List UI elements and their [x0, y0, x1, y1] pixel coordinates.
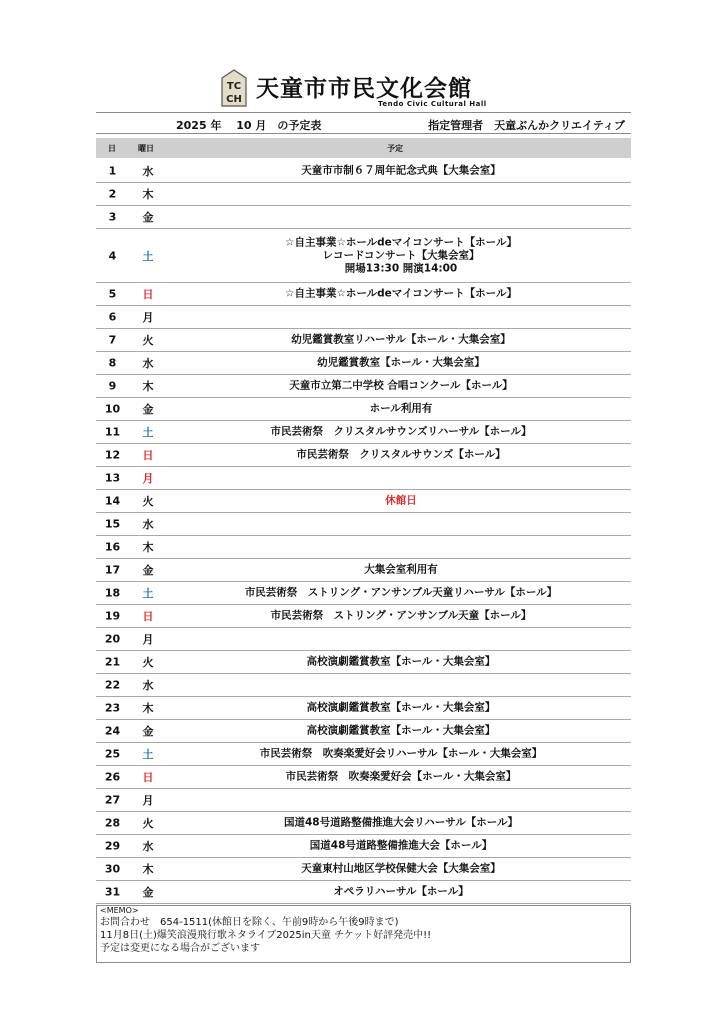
day-number: 30	[104, 862, 121, 876]
event-cell	[171, 863, 631, 876]
weekday-label: 金	[142, 211, 154, 224]
schedule-row	[96, 582, 631, 605]
event-text: 幼児鑑賞教室【ホール・大集会室】	[317, 356, 485, 369]
event-text: ホール利用有	[369, 402, 433, 415]
day-number: 3	[108, 210, 117, 224]
day-number: 26	[104, 770, 121, 784]
weekday-label: 水	[142, 679, 154, 692]
memo-label: <MEMO>	[100, 906, 139, 915]
weekday-label: 火	[142, 495, 154, 508]
header	[96, 60, 631, 112]
weekday-label: 土	[142, 426, 154, 439]
event-text: 休館日	[385, 494, 417, 507]
event-text: 市民芸術祭 ストリング・アンサンブル天童リハーサル【ホール】	[244, 586, 558, 599]
event-cell	[171, 334, 631, 347]
day-number: 1	[108, 164, 117, 178]
schedule-row	[96, 421, 631, 444]
column-header-weekday: 曜日	[138, 144, 154, 153]
event-cell	[171, 610, 631, 623]
schedule-row	[96, 206, 631, 229]
day-number: 14	[104, 494, 121, 508]
event-cell	[171, 817, 631, 830]
event-cell	[171, 564, 631, 577]
event-cell	[171, 587, 631, 600]
weekday-label: 木	[142, 188, 154, 201]
event-cell	[171, 403, 631, 416]
weekday-label: 木	[142, 541, 154, 554]
memo-line: お問合わせ 654-1511(休館日を除く、午前9時から午後9時まで)	[100, 917, 399, 928]
weekday-label: 月	[142, 794, 154, 807]
event-cell	[171, 725, 631, 738]
weekday-label: 日	[142, 610, 154, 623]
event-cell	[171, 748, 631, 761]
schedule-row	[96, 444, 631, 467]
weekday-label: 水	[142, 357, 154, 370]
schedule-row	[96, 398, 631, 421]
schedule-table	[96, 160, 631, 904]
info-bar	[96, 113, 631, 133]
day-number: 16	[104, 540, 121, 554]
day-number: 10	[104, 402, 121, 416]
schedule-row	[96, 720, 631, 743]
event-cell	[171, 771, 631, 784]
weekday-label: 火	[142, 334, 154, 347]
day-number: 2	[108, 187, 117, 201]
day-number: 8	[108, 356, 117, 370]
column-header-day: 日	[108, 144, 116, 153]
schedule-row	[96, 697, 631, 720]
day-number: 18	[104, 586, 121, 600]
weekday-label: 土	[142, 587, 154, 600]
weekday-label: 月	[142, 311, 154, 324]
schedule-row	[96, 352, 631, 375]
manager-label: 指定管理者 天童ぶんかクリエイティブ	[428, 119, 625, 132]
info-divider	[96, 133, 631, 134]
day-number: 9	[108, 379, 117, 393]
day-number: 12	[104, 448, 121, 462]
day-number: 23	[104, 701, 121, 715]
schedule-row	[96, 605, 631, 628]
column-header	[96, 138, 631, 158]
event-text: レコードコンサート【大集会室】	[322, 249, 480, 261]
day-number: 21	[104, 655, 121, 669]
weekday-label: 金	[142, 564, 154, 577]
schedule-row	[96, 329, 631, 352]
event-text: 高校演劇鑑賞教室【ホール・大集会室】	[306, 724, 496, 737]
weekday-label: 月	[142, 633, 154, 646]
tcch-logo-icon	[218, 68, 250, 108]
weekday-label: 木	[142, 702, 154, 715]
schedule-row	[96, 559, 631, 582]
weekday-label: 月	[142, 472, 154, 485]
event-cell	[171, 236, 631, 275]
day-number: 28	[104, 816, 121, 830]
logo-text-top: TC	[226, 81, 242, 92]
schedule-row	[96, 160, 631, 183]
event-text: ☆自主事業☆ホールdeマイコンサート【ホール】	[285, 287, 517, 300]
day-number: 20	[104, 632, 121, 646]
weekday-label: 金	[142, 403, 154, 416]
event-text: 大集会室利用有	[364, 563, 438, 576]
day-number: 19	[104, 609, 121, 623]
schedule-row	[96, 789, 631, 812]
event-text: 開場13:30 開演14:00	[344, 262, 458, 274]
weekday-label: 火	[142, 656, 154, 669]
weekday-label: 水	[142, 165, 154, 178]
schedule-row	[96, 467, 631, 490]
event-cell	[171, 449, 631, 462]
event-text: ☆自主事業☆ホールdeマイコンサート【ホール】	[285, 236, 517, 248]
event-cell	[171, 656, 631, 669]
memo-line: 11月8日(土)爆笑浪漫飛行歌ネタライブ2025in天童 チケット好評発売中!!	[100, 930, 432, 941]
event-text: オペラリハーサル【ホール】	[333, 885, 469, 898]
schedule-row	[96, 881, 631, 904]
event-text: 幼児鑑賞教室リハーサル【ホール・大集会室】	[291, 333, 511, 346]
page-subtitle: Tendo Civic Cultural Hall	[378, 100, 487, 108]
event-text: 高校演劇鑑賞教室【ホール・大集会室】	[306, 655, 496, 668]
event-cell	[171, 288, 631, 301]
memo-line: 予定は変更になる場合がございます	[100, 943, 260, 954]
weekday-label: 水	[142, 840, 154, 853]
schedule-row	[96, 283, 631, 306]
day-number: 11	[104, 425, 121, 439]
day-number: 31	[104, 885, 121, 899]
schedule-row	[96, 513, 631, 536]
schedule-row	[96, 536, 631, 559]
event-cell	[171, 380, 631, 393]
day-number: 27	[104, 793, 121, 807]
event-text: 市民芸術祭 クリスタルサウンズリハーサル【ホール】	[270, 425, 532, 438]
day-number: 22	[104, 678, 121, 692]
schedule-row	[96, 835, 631, 858]
event-text: 高校演劇鑑賞教室【ホール・大集会室】	[306, 701, 496, 714]
weekday-label: 金	[142, 725, 154, 738]
schedule-row	[96, 628, 631, 651]
weekday-label: 日	[142, 449, 154, 462]
weekday-label: 水	[142, 518, 154, 531]
day-number: 13	[104, 471, 121, 485]
event-cell	[171, 357, 631, 370]
schedule-row	[96, 306, 631, 329]
schedule-row	[96, 812, 631, 835]
day-number: 25	[104, 747, 121, 761]
page-title: 天童市市民文化会館	[256, 76, 472, 102]
logo-text-bottom: CH	[226, 94, 242, 105]
weekday-label: 木	[142, 863, 154, 876]
weekday-label: 土	[142, 748, 154, 761]
event-text: 天童東村山地区学校保健大会【大集会室】	[301, 862, 501, 875]
schedule-page	[96, 60, 631, 963]
weekday-label: 日	[142, 771, 154, 784]
day-number: 15	[104, 517, 121, 531]
event-cell	[171, 840, 631, 853]
day-number: 7	[108, 333, 117, 347]
schedule-row	[96, 651, 631, 674]
event-cell	[171, 426, 631, 439]
day-number: 29	[104, 839, 121, 853]
weekday-label: 火	[142, 817, 154, 830]
schedule-row	[96, 858, 631, 881]
day-number: 24	[104, 724, 121, 738]
event-cell	[171, 886, 631, 899]
schedule-row	[96, 674, 631, 697]
day-number: 4	[108, 249, 117, 262]
event-cell	[171, 495, 631, 508]
event-text: 国道48号道路整備推進大会リハーサル【ホール】	[283, 816, 519, 829]
event-text: 市民芸術祭 吹奏楽愛好会【ホール・大集会室】	[285, 770, 517, 783]
event-text: 市民芸術祭 ストリング・アンサンブル天童【ホール】	[270, 609, 532, 622]
year-month-label: 2025 年 10 月 の予定表	[176, 119, 322, 132]
memo-box	[96, 905, 631, 963]
event-text: 天童市立第二中学校 合唱コンクール【ホール】	[289, 379, 513, 392]
day-number: 6	[108, 310, 117, 324]
event-text: 市民芸術祭 クリスタルサウンズ【ホール】	[296, 448, 506, 461]
day-number: 5	[108, 287, 117, 301]
event-cell	[171, 165, 631, 178]
schedule-row	[96, 229, 631, 283]
weekday-label: 木	[142, 380, 154, 393]
schedule-row	[96, 766, 631, 789]
event-text: 市民芸術祭 吹奏楽愛好会リハーサル【ホール・大集会室】	[259, 747, 543, 760]
column-header-schedule: 予定	[387, 144, 403, 153]
weekday-label: 金	[142, 886, 154, 899]
day-number: 17	[104, 563, 121, 577]
event-text: 天童市市制６７周年記念式典【大集会室】	[301, 164, 501, 177]
schedule-row	[96, 743, 631, 766]
event-cell	[171, 702, 631, 715]
weekday-label: 日	[142, 288, 154, 301]
schedule-row	[96, 490, 631, 513]
schedule-row	[96, 375, 631, 398]
schedule-row	[96, 183, 631, 206]
event-text: 国道48号道路整備推進大会【ホール】	[309, 839, 493, 852]
weekday-label: 土	[142, 249, 154, 263]
